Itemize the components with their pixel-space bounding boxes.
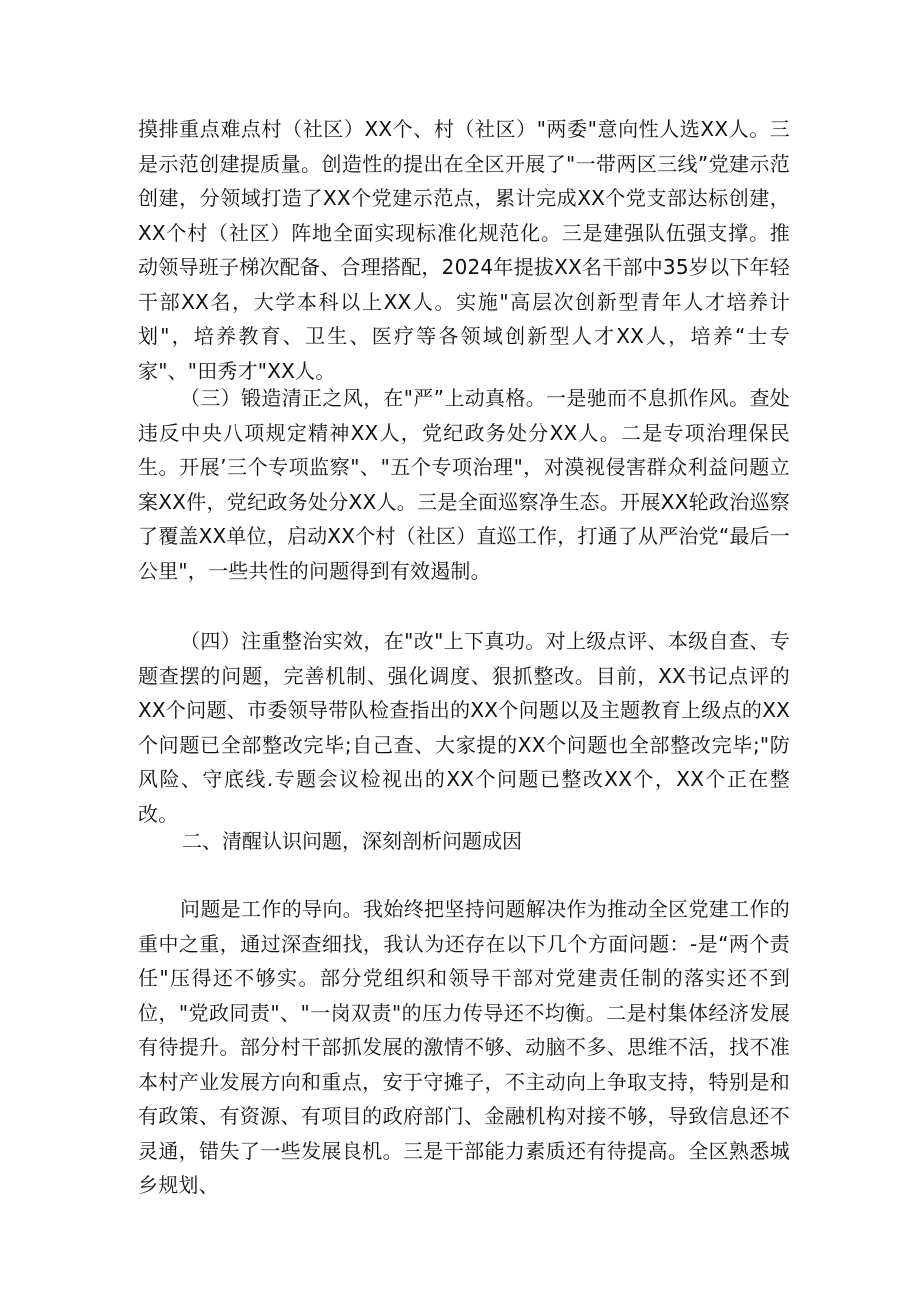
body-paragraph-rectification: （四）注重整治实效，在"改"上下真功。对上级点评、本级自查、专题查摆的问题，完善机制、强化调度、狠抓整改。目前，XX书记点评的XX个问题、市委领导带队检查指出的XX个问题以及主题教育上级点的XX个问题已全部整改完毕;自己查、大家提的XX个问题也全部整改完毕;"防风险、守底线.专题会议检视出的XX个问题已整改XX个，XX个正在整改。 — [138, 629, 790, 826]
body-paragraph-problems: 问题是工作的导向。我始终把坚持问题解决作为推动全区党建工作的重中之重，通过深查细找，我认为还存在以下几个方面问题：-是“两个责任"压得还不够实。部分党组织和领导干部对党建责任制的落实还不到位，"党政同责"、"一岗双责"的压力传导还不均衡。二是村集体经济发展有待提升。部分村干部抓发展的激情不够、动脑不多、思维不活，找不准本村产业发展方向和重点，安于守摊子，不主动向上争取支持，特别是和有政策、有资源、有项目的政府部门、金融机构对接不够，导致信息还不灵通，错失了一些发展良机。三是干部能力素质还有待提高。全区熟悉城乡规划、 — [138, 897, 790, 1197]
body-paragraph-integrity-style: （三）锻造清正之风，在"严”上动真格。一是驰而不息抓作风。查处违反中央八项规定精神XX人，党纪政务处分XX人。二是专项治理保民生。开展’三个专项监察"、"五个专项治理"，对漠视侵害群众利益问题立案XX件，党纪政务处分XX人。三是全面巡察净生态。开展XX轮政治巡察了覆盖XX单位，启动XX个村（社区）直巡工作，打通了从严治党“最后一公里"，一些共性的问题得到有效遏制。 — [138, 386, 790, 583]
section-heading: 二、清醒认识问题，深刻剖析问题成因 — [182, 829, 522, 853]
body-paragraph-party-building-work: 摸排重点难点村（社区）XX个、村（社区）"两委"意向性人选XX人。三是示范创建提质量。创造性的提出在全区开展了"一带两区三线”党建示范创建，分领域打造了XX个党建示范点，累计完成XX个党支部达标创建，XX个村（社区）阵地全面实现标准化规范化。三是建强队伍强支撑。推动领导班子梯次配备、合理搭配，2024年提拔XX名干部中35岁以下年轻干部XX名，大学本科以上XX人。实施"高层次创新型青年人才培养计划"，培养教育、卫生、医疗等各领域创新型人才XX人，培养“士专家"、"田秀才"XX人。 — [138, 117, 790, 383]
